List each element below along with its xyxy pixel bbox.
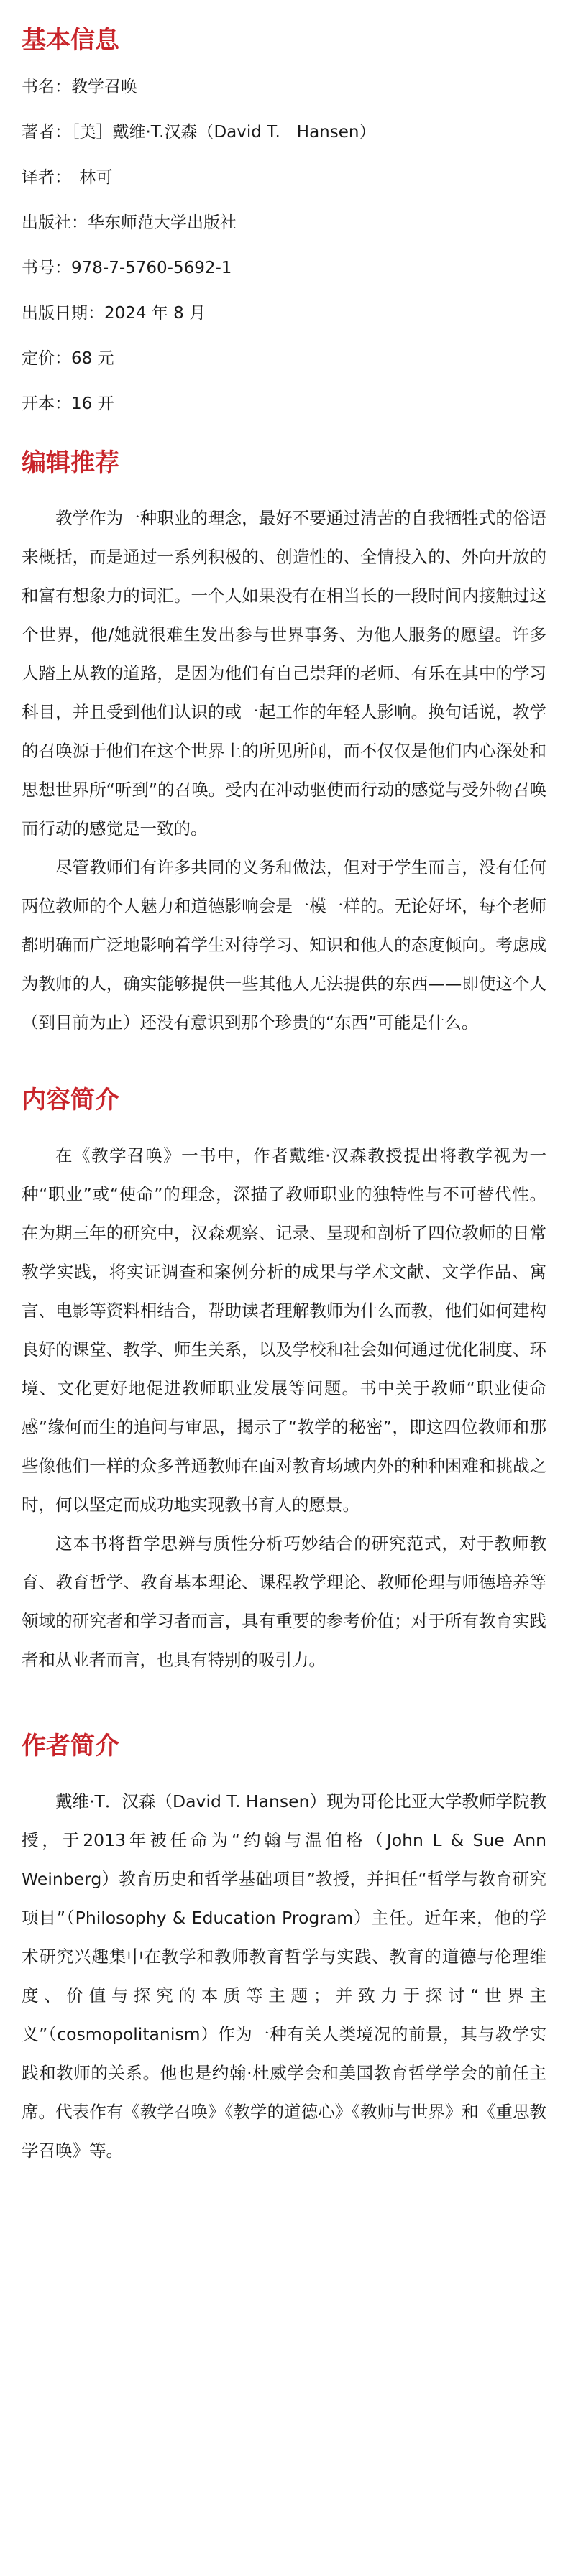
basic-info-heading: 基本信息 — [22, 26, 119, 55]
publisher-line: 出版社：华东师范大学出版社 — [22, 213, 237, 232]
editor-paragraph-2: 尽管教师们有许多共同的义务和做法，但对于学生而言，没有任何两位教师的个人魅力和道德影响会是一模一样的。无论好坏，每个老师都明确而广泛地影响着学生对待学习、知识和他人的态度倾向。考虑成为教师的人，确实能够提供一些其他人无法提供的东西——即使这个人（到目前为止）还没有意识到那个珍贵的“东西”可能是什么。 — [22, 857, 546, 1033]
translator-line: 译者： 林可 — [22, 168, 113, 187]
author-line: 著者：［美］戴维·T.汉森（David T. Hansen） — [22, 123, 376, 142]
content-summary-heading: 内容简介 — [22, 1086, 119, 1114]
author-intro-heading: 作者简介 — [22, 1732, 119, 1760]
format-line: 开本：16 开 — [22, 394, 114, 413]
content-paragraph-2: 这本书将哲学思辨与质性分析巧妙结合的研究范式，对于教师教育、教育哲学、教育基本理论、课程教学理论、教师伦理与师德培养等领域的研究者和学习者而言，具有重要的参考价值；对于所有教育实践者和从业者而言，也具有特别的吸引力。 — [22, 1533, 546, 1670]
publish-date-line: 出版日期：2024 年 8 月 — [22, 304, 206, 323]
author-paragraph-1: 戴维·T．汉森（David T. Hansen）现为哥伦比亚大学教师学院教授，于2013年被任命为“约翰与温伯格（John L & Sue Ann Weinberg）教育历史和哲学基础项目”教授，并担任“哲学与教育研究项目”（Philosophy & Education Program）主任。近年来，他的学术研究兴趣集中在教学和教师教育哲学与实践、教育的道德与伦理维度、价值与探究的本质等主题；并致力于探讨“世界主义”（cosmopolitanism）作为一种有关人类境况的前景，其与教学实践和教师的关系。他也是约翰·杜威学会和美国教育哲学学会的前任主席。代表作有《教学召唤》《教学的道德心》《教师与世界》和《重思教学召唤》等。 — [22, 1791, 546, 2161]
editor-recommendation-section — [0, 448, 568, 1042]
isbn-line: 书号：978-7-5760-5692-1 — [22, 259, 232, 277]
content-summary-section — [0, 1086, 568, 1679]
book-title-line: 书名：教学召唤 — [22, 78, 137, 96]
author-intro-section — [0, 1732, 568, 2170]
content-paragraph-1: 在《教学召唤》一书中，作者戴维·汉森教授提出将教学视为一种“职业”或“使命”的理念，深描了教师职业的独特性与不可替代性。在为期三年的研究中，汉森观察、记录、呈现和剖析了四位教师的日常教学实践，将实证调查和案例分析的成果与学术文献、文学作品、寓言、电影等资料相结合，帮助读者理解教师为什么而教，他们如何建构良好的课堂、教学、师生关系，以及学校和社会如何通过优化制度、环境、文化更好地促进教师职业发展等问题。书中关于教师“职业使命感”缘何而生的追问与审思，揭示了“教学的秘密”，即这四位教师和那些像他们一样的众多普通教师在面对教育场域内外的种种困难和挑战之时，何以坚定而成功地实现教书育人的愿景。 — [22, 1145, 546, 1515]
editor-recommendation-heading: 编辑推荐 — [22, 448, 119, 477]
basic-info-section — [0, 0, 568, 415]
price-line: 定价：68 元 — [22, 349, 114, 368]
editor-paragraph-1: 教学作为一种职业的理念，最好不要通过清苦的自我牺牲式的俗语来概括，而是通过一系列积极的、创造性的、全情投入的、外向开放的和富有想象力的词汇。一个人如果没有在相当长的一段时间内接触过这个世界，他/她就很难生发出参与世界事务、为他人服务的愿望。许多人踏上从教的道路，是因为他们有自己崇拜的老师、有乐在其中的学习科目，并且受到他们认识的或一起工作的年轻人影响。换句话说，教学的召唤源于他们在这个世界上的所见所闻，而不仅仅是他们内心深处和思想世界所“听到”的召唤。受内在冲动驱使而行动的感觉与受外物召唤而行动的感觉是一致的。 — [22, 508, 546, 839]
